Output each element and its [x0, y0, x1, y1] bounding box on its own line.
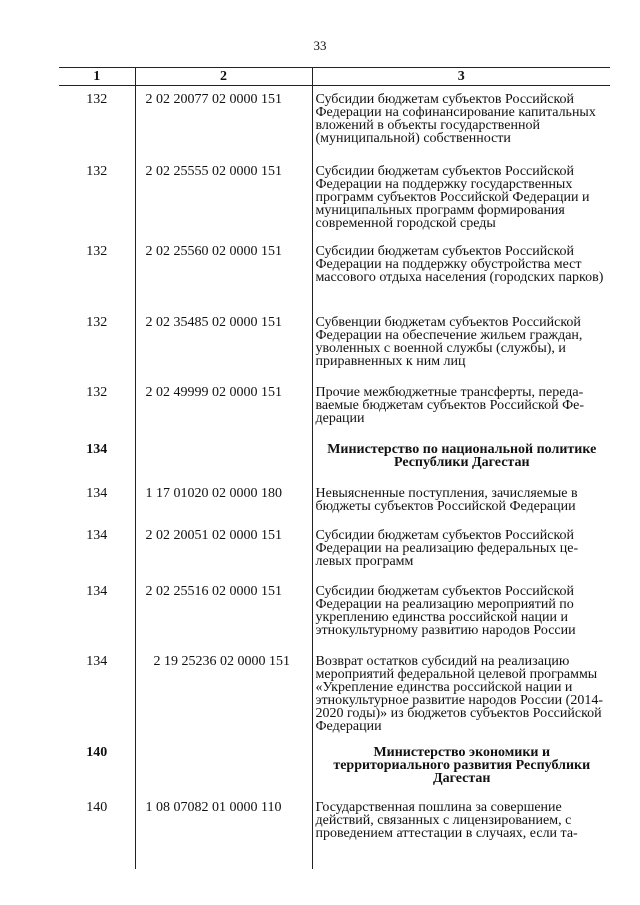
budget-code-cell: 2 02 49999 02 0000 151: [135, 379, 312, 436]
admin-code-cell: 134: [86, 441, 108, 457]
admin-code-cell: 132: [86, 314, 108, 330]
budget-code-cell: 2 02 25516 02 0000 151: [135, 578, 312, 648]
income-description-cell: Субсидии бюджетам субъектов Российской Федерации на реализацию мероприятий по укреплению единства российской нации и этнокультурному развитию народов России: [315, 583, 576, 638]
classification-table: [59, 67, 610, 869]
table-row: [59, 794, 610, 869]
income-description-cell: Государственная пошлина за совершение действий, связанных с лицензированием, с проведением аттестации в случаях, если та-: [315, 799, 578, 841]
budget-code-cell: 1 08 07082 01 0000 110: [135, 794, 312, 869]
page-number: 33: [313, 38, 327, 53]
income-description-cell: Субсидии бюджетам субъектов Российской Федерации на софинансирование капитальных вложений в объекты государственной (муниципальной) собственности: [315, 92, 596, 146]
budget-code-cell: 2 02 35485 02 0000 151: [135, 309, 312, 379]
section-heading-row: [59, 739, 610, 794]
budget-code-cell: 2 02 20051 02 0000 151: [135, 522, 312, 578]
budget-code-cell: 2 02 25560 02 0000 151: [135, 238, 312, 309]
income-description-cell: Субвенции бюджетам субъектов Российской Федерации на обеспечение жильем граждан, уволенных с военной службы (службы), и приравненных к ним лиц: [315, 314, 583, 369]
budget-code-cell: [135, 739, 312, 794]
admin-code-cell: 134: [86, 583, 108, 599]
income-description-cell: Возврат остатков субсидий на реализацию мероприятий федеральной целевой программы «Укрепление единства российской нации и этнокультурное развитие народов России (2014-2020 годы)» из бюджетов субъектов Российской Федерации: [315, 653, 603, 734]
section-heading-row: [59, 436, 610, 480]
table-header-row: [59, 68, 610, 86]
budget-code-cell: 2 02 20077 02 0000 151: [135, 86, 312, 158]
column-header-1: 1: [59, 68, 135, 86]
table-row: [59, 238, 610, 309]
budget-code-cell: 2 19 25236 02 0000 151: [135, 648, 312, 739]
ministry-heading: Министерство по национальной политике Республики Дагестан: [327, 441, 597, 470]
column-header-2: 2: [135, 68, 312, 86]
admin-code-cell: 140: [86, 744, 108, 760]
table-row: [59, 648, 610, 739]
table-row: [59, 522, 610, 578]
ministry-heading: Министерство экономики и территориального развития Республики Дагестан: [333, 744, 591, 786]
income-description-cell: Невыясненные поступления, зачисляемые в бюджеты субъектов Российской Федерации: [315, 485, 578, 514]
column-header-3: 3: [312, 68, 610, 86]
table-row: [59, 86, 610, 158]
admin-code-cell: 132: [86, 92, 108, 107]
admin-code-cell: 134: [86, 485, 108, 501]
table-row: [59, 379, 610, 436]
table-row: [59, 158, 610, 238]
admin-code-cell: 132: [86, 163, 108, 179]
table-row: [59, 480, 610, 522]
budget-code-cell: 1 17 01020 02 0000 180: [135, 480, 312, 522]
income-description-cell: Субсидии бюджетам субъектов Российской Федерации на поддержку обустройства мест массового отдыха населения (городских парков): [315, 243, 604, 285]
table-row: [59, 309, 610, 379]
income-description-cell: Субсидии бюджетам субъектов Российской Федерации на поддержку государственных программ субъектов Российской Федерации и муниципальных программ формирования современной городской среды: [315, 163, 590, 231]
table-row: [59, 578, 610, 648]
admin-code-cell: 132: [86, 243, 108, 259]
admin-code-cell: 134: [86, 653, 108, 669]
income-description-cell: Субсидии бюджетам субъектов Российской Федерации на реализацию федеральных целевых программ: [315, 527, 579, 569]
income-description-cell: Прочие межбюджетные трансферты, передаваемые бюджетам субъектов Российской Федерации: [315, 384, 585, 426]
admin-code-cell: 140: [86, 799, 108, 815]
admin-code-cell: 132: [86, 384, 108, 400]
admin-code-cell: 134: [86, 527, 108, 543]
budget-code-cell: [135, 436, 312, 480]
budget-code-cell: 2 02 25555 02 0000 151: [135, 158, 312, 238]
